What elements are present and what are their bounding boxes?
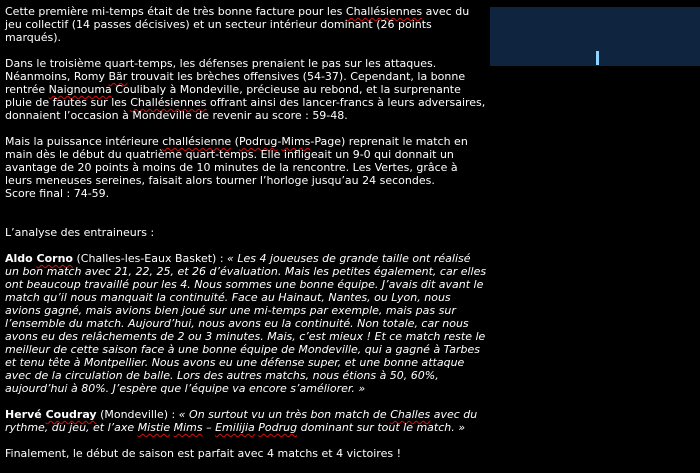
speaker-club: (Challes-les-Eaux Basket) : (73, 252, 228, 265)
speaker-first-name: Hervé (5, 408, 46, 421)
text: avec du rythme, du jeu, et l’axe (5, 408, 478, 434)
speaker-name (5, 408, 97, 421)
quote-text: « Les 4 joueuses de grande taille ont réalisé un bon match avec 21, 22, 25, et 26 d’évaluation. Mais les petites également, car elles ont beaucoup travaillé pour les 4. Nous sommes une bonne équipe. J’avais dit avant le match qu’il nous manquait la continuité. Face au Hainaut, Nantes, ou Lyon, nous avions gagné, mais avions bien joué sur une mi-temps par exemple, mais pas sur l’ensemble du match. Aujourd’hui, nous avons eu la continuité. Non totale, car nous avons eu des relâchements de 2 ou 3 minutes. Mais, c’est mieux ! Et ce match reste le meilleur de cette saison face à une bonne équipe de Mondeville, qui a gagné à Tarbes et tenu tête à Montpellier. Nous avons eu une défense super, et une bonne attaque avec de la circulation de balle. Lors des autres matchs, nous étions à 50, 60%, aujourd’hui à 80%. J’espère que l’équipe va encore s’améliorer. » (5, 252, 487, 395)
text: -Page) reprenait le match en main dès le début du quatrième quart-temps. Elle infligeait un 9-0 qui donnait un avantage de 20 points à moins de 10 minutes de la rencontre. Les Vertes, grâce à leurs meneuses sereines, faisait alors tourner l’horloge jusqu’au 24 secondes. (5, 135, 468, 187)
text: – (202, 421, 216, 434)
quote-coach-challes (5, 252, 487, 395)
analysis-heading: L’analyse des entraineurs : (5, 226, 155, 239)
text: Mais la puissance intérieure (5, 135, 163, 148)
misspelled-word[interactable]: Challésiennes (130, 96, 207, 109)
misspelled-word[interactable]: Podrug (258, 421, 298, 434)
text: offrant ainsi des lancer-francs à leurs adversaires, donnaient l’occasion à Mondeville de revenir au score : 59-48. (5, 96, 486, 122)
paragraph-first-half (5, 5, 487, 44)
misspelled-word[interactable]: Podrug (238, 135, 278, 148)
text: avec du jeu collectif (14 passes décisives) et un secteur intérieur dominant (26 points marqués). (5, 5, 470, 44)
text-cursor (596, 51, 599, 65)
misspelled-word[interactable]: challésienne (162, 135, 232, 148)
text: « On surtout vu un très bon match de (178, 408, 391, 421)
misspelled-word[interactable]: Corno (36, 252, 73, 265)
misspelled-word[interactable]: Challes (390, 408, 431, 421)
speaker-club: (Mondeville) : (96, 408, 179, 421)
text: Coulibaly à Mondeville, précieuse au rebond, et la surprenante pluie de fautes sur les (5, 83, 461, 109)
text: - (277, 135, 282, 148)
conclusion: Finalement, le début de saison est parfait avec 4 matchs et 4 victoires ! (5, 447, 401, 460)
misspelled-word[interactable]: Naignouma (48, 83, 112, 96)
paragraph-fourth-quarter (5, 135, 487, 187)
misspelled-word[interactable]: Bär (108, 70, 128, 83)
text: trouvait les brèches offensives (54-37). Cependant, la bonne rentrée (5, 70, 466, 96)
misspelled-word[interactable]: Coudray (45, 408, 97, 421)
article-body (5, 5, 487, 460)
speaker-name (5, 252, 73, 265)
misspelled-word[interactable]: Mims (281, 135, 311, 148)
quote-coach-mondeville (5, 408, 487, 434)
misspelled-word[interactable]: Mims (173, 421, 203, 434)
text: Cette première mi-temps était de très bonne facture pour les (5, 5, 346, 18)
misspelled-word[interactable]: Challésiennes (345, 5, 423, 18)
text: dominant sur tout le match. » (297, 421, 466, 434)
speaker-first-name: Aldo (5, 252, 37, 265)
text: Dans le troisième quart-temps, les défenses prenaient le pas sur les attaques. Néanmoins, Romy (5, 57, 437, 83)
paragraph-third-quarter (5, 57, 487, 122)
misspelled-word[interactable]: Mistie (137, 421, 171, 434)
text: ( (231, 135, 239, 148)
final-score: Score final : 74-59. (5, 187, 110, 200)
side-panel (490, 7, 700, 66)
misspelled-word[interactable]: Emilijia (215, 421, 255, 434)
